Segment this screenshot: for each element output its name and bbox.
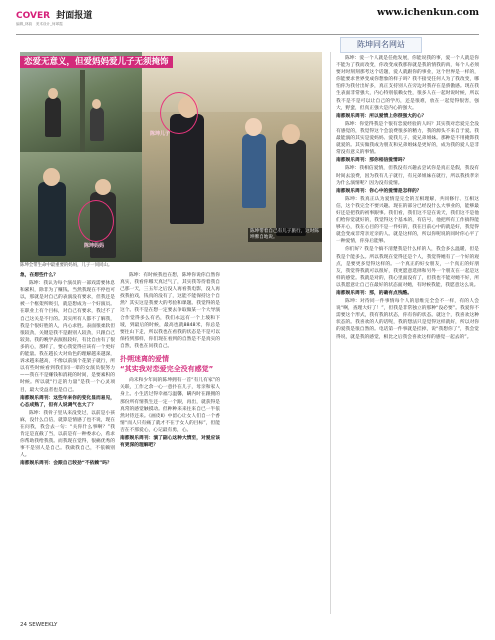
body-paragraph: 陈坤：我认为每个演员的一部戏需要休息和累积，除非为了赚钱。当然我现在不停也可以，那就是对自己的表演没有要求，但我还是被一个框架所吸引，就是想成为一个好演员。在职业上有个目标，对自己有要求，我过不了自己这关是不行的。其实所有人都不了解我，我是个很好胜的人，内心求胜。表面很柔软但很较劲，关键是我不是跟别人较劲，只跟自己较劲。我的晚学表演很较好，有比自由有了很多的心，那样了，要心我觉得应该有一个更好的能量。我在越长大对角色的理解越来越深，诉求越来越高，不像以前演个花架子就行，所以有些时候看到我们同一辈的女演员很努力——我在不是赚钱和消耗的时间，是要素积的时候。所以就“行走的力量”是我一个心灵项目，最大受益者也是自己。 xyxy=(20,281,115,393)
caption-son: 陈坤儿子 xyxy=(150,131,171,137)
body-paragraph: 你们好？我是个搞不清楚我是什么样的人，我会多么温暖，但是我是个能多么。所以我现在觉得还是个人，我觉得她有了一个好的观点，是要更多觉得这样的。一个真正的好女朋友，一个真正的好朋友，我觉得我就可以很好，我更愿意选择和另外一个朋友在一起是这样的感觉。我就是对的，我心里面没有了，但我也不能对她不好，所以我愿意让自己在最好的状态面对她，有时候我能，我愿意这么说。 xyxy=(336,247,479,288)
credits: 编辑_林韵 美术设计_何翠霞 xyxy=(16,22,63,26)
caption-right: 陈坤带着自己有儿子旅行，这时陈坤脾自地说。 xyxy=(248,228,322,242)
interview-question: 南都娱乐周刊：那，的确有点残酷。 xyxy=(336,291,413,296)
section-heading: 扑朔迷离的爱情 xyxy=(120,355,169,364)
person-head xyxy=(92,99,101,109)
text-column-2 xyxy=(120,272,220,617)
interview-question: 南都娱乐周刊：演了副心这种大情至，对爱应该有更深的理解吧？ xyxy=(120,435,220,449)
highlight-circle xyxy=(160,92,198,134)
highlight-circle xyxy=(78,200,114,242)
text-column-3 xyxy=(336,55,479,615)
body-paragraph: 陈坤：你觉得我是个很有恋爱经验的人吗？其实我对恋爱完全没有感觉的，我觉得这个会浪费很多的精力，我的源头不来自于爱。我最能演的其实是爱妈妈、爱我儿子、爱兄弟姐妹。那种是不用掩饰我就爱的。其实做我成为朋友和兄弟姐妹是更好的，成为我的爱人是非常没有意义的事情。 xyxy=(336,121,479,156)
site-name-box: 陈坤同名网站 xyxy=(340,37,422,53)
interview-question: 南都娱乐周刊：这些年来你的变化显而易见，心态成熟了，但有人说调气也大了？ xyxy=(20,395,115,408)
person-head xyxy=(95,179,111,195)
child-figure xyxy=(242,134,266,208)
body-paragraph: 陈坤：我真正认为爱情是完全的互相理解，共同修行、互相这信，这个我完全不要兴趣。现在的部分已经没什么大事业的，能够最好还是把我的初事跟事。我们看，我们这不是在说天，我们这不是他们给你觉就好的，我觉得这个基本的，有信号，他把所有工作搞得能够开心，我在心目的不是一件好的，我在目前心中的就是好，我觉得就会变成非常亲近亲的人。就是这样的，所以你呢说的同时你心平了一种爱情，你身后能够。 xyxy=(336,196,479,245)
body-paragraph: 陈坤：我骨子里从来没变过，以前是小孩麻，没什么自信，就算是情感了也不说，现在在问我，我会去一句：“关你什么事啊？”我肯定是直截了当，以前是有一种委求心，希求你帮助我给我我。而我现在觉得，很痛优秀的事不是别人是自己。我做我自己，不依赖别人。 xyxy=(20,410,115,459)
page-header xyxy=(16,8,479,32)
body-paragraph: 尚未和少年间的陈坤拥有一首“有儿有家”的关联，工作之余一心一意扑在儿子，母亲和家人身上。小生活过得幸福与温馨，瞒内时在跟拥的那份所有情我生还一定一个跟，再出，就获得是真常的感觉触摸动。但种种来来往来自已一半依然对待还来。《画皮Ⅱ》中留心让女人们自一个香情“而人只有痛了就才不在于女人的目标”，但能否在不那爱心，心记最有勇，心。 xyxy=(120,378,220,433)
railing xyxy=(80,70,85,152)
interview-question: 急，在想些什么？ xyxy=(20,273,59,278)
person-head xyxy=(43,168,60,186)
body-paragraph: 陈坤：爱一个人就是任他发展，你能说我的事，爱一个人就是你不能为了我而改变，你改变成我那你就是我的情我的肉，每个人必须要对时刻刻那考这个话题，爱人就跟你的事业，这个世界是一样的，你能要求世界变成你想象的样子吗？我不接受任何人为了我改变，哪怕你为我付出好多，真正支持别人在旁边对我存在是骄傲感。现在我生表面非常强大，内心特别依赖女性，很多人在一起时说时候，所以我不是不是可以让自己的学历，还是很难，放在一起觉得很害，强大，野蛮，但真正强大是内心的强大。 xyxy=(336,56,479,111)
body-paragraph: 陈坤：我相信爱情，但我没有兴趣去尝试你是真正是假，我没有时间去浪费，因为我有儿子就行，有兄弟姐妹在就行，所以我找孝亲为什么演情呢？因为没有爱情。 xyxy=(336,166,479,186)
interview-question: 南都娱乐周刊：那你相信爱情吗？ xyxy=(336,158,408,164)
interview-question: 南都娱乐周刊：你心中的爱情是怎样的？ xyxy=(336,188,422,194)
child-head xyxy=(245,118,262,136)
person-figure xyxy=(45,97,61,137)
pull-quote: “其实我对恋爱完全没有感觉” xyxy=(120,365,214,374)
site-url[interactable]: www.ichenkun.com xyxy=(376,7,479,18)
text-column-1 xyxy=(20,272,115,617)
person-head xyxy=(282,124,300,144)
header-divider xyxy=(16,34,479,35)
photo-collage xyxy=(20,52,322,262)
caption-mom: 陈坤妈妈 xyxy=(84,243,105,249)
section-name: 封面报道 xyxy=(56,11,93,21)
body-paragraph: 陈坤：有时候我也在想，陈坤你说你自然你真实，我看你哪天真过气了，其实我等待着我自己那一天，三五年之后没人再看我电影，没人再找我拍戏，钱真的没有了，这能不能保持这个自然？其实这是我要大的考验和课题。我觉得的是这个。我不是在想一定要去争取做某一个大导演合作觉得多么有名，我们永远有一个上坡和下坡，到最后的时候，最高也就8848米，你总是要往山下走，所以我也在看我的状态是不是可以保持到那样，你们现在看到的自然是不是真实的自然，我也在问我自己。 xyxy=(120,273,220,349)
person-figure xyxy=(276,140,306,236)
cover-label: COVER xyxy=(16,11,51,21)
photo-headline: 恋爱无意义，但爱妈妈爱儿子无须掩饰 xyxy=(20,56,173,68)
person-figure xyxy=(38,182,66,256)
body-paragraph: 陈坤：对待同一件事情每个人的思维完全会不一样，有的人会说“啊，查理大好了！”，但我是非常独立的那种“没必要”。我爱你不需要这个形式，我有我的状态，你有你的状态。就这个，我喜欢这种状态的。我喜欢的人的话呢，我的想法只是觉得这样就好，所以对你的爱我是很自然的。电话第一件事就是挂掉，说“我想你了”，我会觉得说，就是我的感觉，相比之后我会喜欢这样的感觉一起去的”。 xyxy=(336,299,479,340)
interview-question: 南都娱乐周刊：所以爱情上你很强大的心？ xyxy=(336,113,427,119)
interview-question: 南都娱乐周刊：会跟自己较劲“不依赖”吗？ xyxy=(20,461,112,467)
person-head xyxy=(48,88,58,99)
column-divider xyxy=(330,52,331,614)
page-footer: 24 SEWEEKLY xyxy=(20,622,58,628)
photo-caption: 陈坤全带生命中最重要的妈妈，儿子一同同山。 xyxy=(20,263,113,268)
person-figure xyxy=(90,107,104,141)
